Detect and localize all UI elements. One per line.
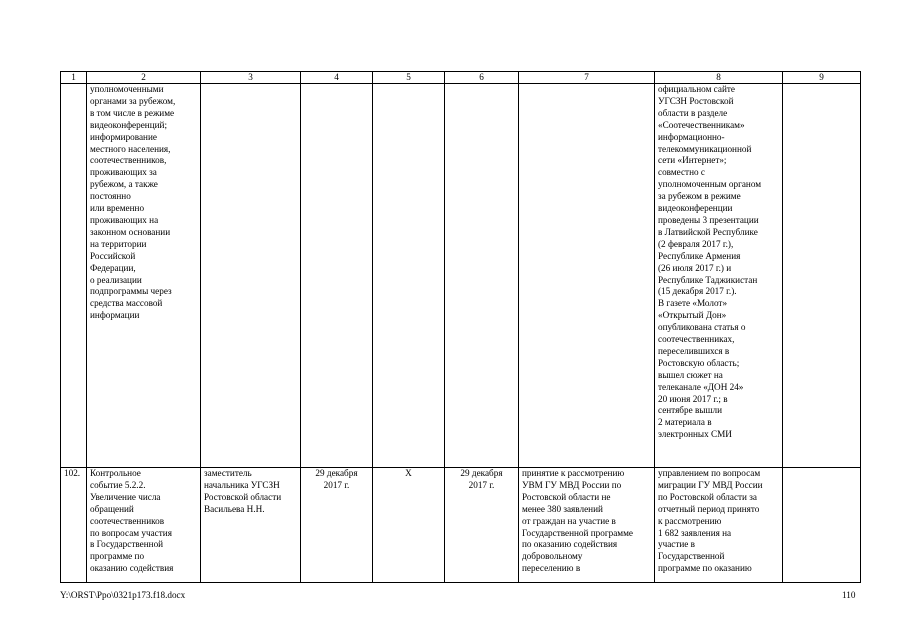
cell-event: [87, 84, 201, 468]
text-line: за рубежом в режиме: [658, 191, 741, 202]
text-line: постоянно: [90, 191, 131, 202]
text-line: Ростовской области: [204, 491, 282, 502]
text-line: 2017 г.: [323, 479, 350, 490]
text-line: (15 декабря 2017 г.).: [658, 286, 737, 297]
text-line: переселению в: [522, 563, 581, 574]
text-line: УГСЗН Ростовской: [658, 95, 734, 106]
text-line: проживающих на: [90, 214, 159, 225]
text-line: Федерации,: [90, 262, 136, 273]
text-line: местного населения,: [90, 143, 171, 154]
text-line: добровольному: [522, 551, 583, 562]
text-line: телеканале «ДОН 24»: [658, 381, 744, 392]
text-line: «Открытый Дон»: [658, 310, 727, 321]
header-cell: 5: [373, 72, 445, 84]
text-line: Контрольное: [90, 468, 141, 478]
text-line: рубежом, а также: [90, 179, 158, 190]
text-line: Увеличение числа: [90, 491, 161, 502]
text-line: опубликована статья о: [658, 322, 746, 333]
text-line: по Ростовской области за: [658, 491, 757, 502]
text-line: (26 июля 2017 г.) и: [658, 262, 732, 273]
cell-date-actual: [445, 84, 519, 468]
report-table: [60, 71, 861, 583]
header-cell: 2: [87, 72, 201, 84]
cell-expected-result: [519, 84, 655, 468]
text-line: сети «Интернет»;: [658, 155, 727, 166]
cell-mark: [373, 84, 445, 468]
header-cell: 4: [301, 72, 373, 84]
text-line: Васильева Н.Н.: [204, 503, 265, 514]
text-line: соотечественников: [90, 515, 165, 526]
text-line: Государственной: [658, 551, 725, 562]
text-line: соотечественниках,: [658, 334, 735, 345]
cell-date-actual: [445, 468, 519, 583]
text-line: проживающих за: [90, 167, 157, 178]
text-line: менее 380 заявлений: [522, 503, 603, 514]
text-line: Х: [405, 468, 412, 478]
text-line: в Латвийской Республике: [658, 226, 758, 237]
text-line: совместно с: [658, 167, 705, 178]
file-path: Y:\ORST\Ppo\0321p173.f18.docx: [60, 590, 186, 600]
header-cell: 7: [519, 72, 655, 84]
header-cell: 6: [445, 72, 519, 84]
text-line: проведены 3 презентации: [658, 214, 759, 225]
text-line: программе по оказанию: [658, 563, 752, 574]
header-cell: 1: [61, 72, 87, 84]
text-line: 20 июня 2017 г.; в: [658, 393, 728, 404]
text-line: информационно-: [658, 131, 725, 142]
text-line: на территории: [90, 238, 147, 249]
table-row: [61, 468, 861, 583]
text-line: 29 декабря: [460, 468, 503, 478]
text-line: соотечественников,: [90, 155, 167, 166]
cell-actual-result: [655, 84, 783, 468]
cell-expected-result: [519, 468, 655, 583]
cell-notes: [783, 84, 861, 468]
cell-num: [61, 84, 87, 468]
text-line: миграции ГУ МВД России: [658, 479, 763, 490]
text-line: в Государственной: [90, 539, 164, 550]
text-line: программе по: [90, 551, 145, 562]
text-line: уполномоченным органом: [658, 179, 762, 190]
text-line: управлением по вопросам: [658, 468, 761, 478]
text-line: о реализации: [90, 274, 142, 285]
text-line: заместитель: [204, 468, 252, 478]
text-line: переселившихся в: [658, 345, 730, 356]
cell-event: [87, 468, 201, 583]
text-line: Ростовскую область;: [658, 357, 740, 368]
text-line: в том числе в режиме: [90, 107, 175, 118]
text-line: участие в: [658, 539, 696, 550]
text-line: Российской: [90, 250, 136, 261]
text-line: 2 материала в: [658, 417, 712, 428]
text-line: Республике Армения: [658, 250, 741, 261]
text-line: телекоммуникационной: [658, 143, 752, 154]
text-line: видеоконференций;: [90, 119, 168, 130]
text-line: видеоконференции: [658, 203, 733, 214]
text-line: сентябре вышли: [658, 405, 723, 416]
text-line: «Соотечественникам»: [658, 119, 745, 130]
text-line: средства массовой: [90, 298, 163, 309]
text-line: Государственной программе: [522, 527, 633, 538]
text-line: законном основании: [90, 226, 171, 237]
cell-date-planned: [301, 468, 373, 583]
text-line: начальника УГСЗН: [204, 479, 280, 490]
text-line: обращений: [90, 503, 134, 514]
text-line: принятие к рассмотрению: [522, 468, 625, 478]
text-line: УВМ ГУ МВД России по: [522, 479, 622, 490]
text-line: официальном сайте: [658, 84, 735, 94]
cell-date-planned: [301, 84, 373, 468]
text-line: информирование: [90, 131, 157, 142]
cell-actual-result: [655, 468, 783, 583]
cell-num: 102.: [61, 468, 87, 583]
text-line: (2 февраля 2017 г.),: [658, 238, 734, 249]
text-line: от граждан на участие в: [522, 515, 616, 526]
table-row: [61, 84, 861, 468]
header-cell: 3: [201, 72, 301, 84]
text-line: отчетный период принято: [658, 503, 760, 514]
header-cell: 9: [783, 72, 861, 84]
text-line: 29 декабря: [315, 468, 358, 478]
text-line: 1 682 заявления на: [658, 527, 732, 538]
text-line: или временно: [90, 203, 145, 214]
page-number: 110: [842, 590, 856, 600]
text-line: по вопросам участия: [90, 527, 172, 538]
text-line: вышел сюжет на: [658, 369, 723, 380]
text-line: области в разделе: [658, 107, 728, 118]
cell-notes: [783, 468, 861, 583]
text-line: информации: [90, 310, 140, 321]
text-line: 2017 г.: [468, 479, 495, 490]
text-line: подпрограммы через: [90, 286, 172, 297]
cell-mark: [373, 468, 445, 583]
text-line: Республике Таджикистан: [658, 274, 758, 285]
text-line: электронных СМИ: [658, 429, 732, 440]
text-line: по оказанию содействия: [522, 539, 618, 550]
header-cell: 8: [655, 72, 783, 84]
text-line: к рассмотрению: [658, 515, 722, 526]
text-line: В газете «Молот»: [658, 298, 728, 309]
cell-responsible: [201, 468, 301, 583]
header-row: [61, 72, 861, 84]
text-line: событие 5.2.2.: [90, 479, 146, 490]
text-line: оказанию содействия: [90, 563, 174, 574]
text-line: уполномоченными: [90, 84, 164, 94]
cell-responsible: [201, 84, 301, 468]
text-line: Ростовской области не: [522, 491, 611, 502]
text-line: органами за рубежом,: [90, 95, 176, 106]
